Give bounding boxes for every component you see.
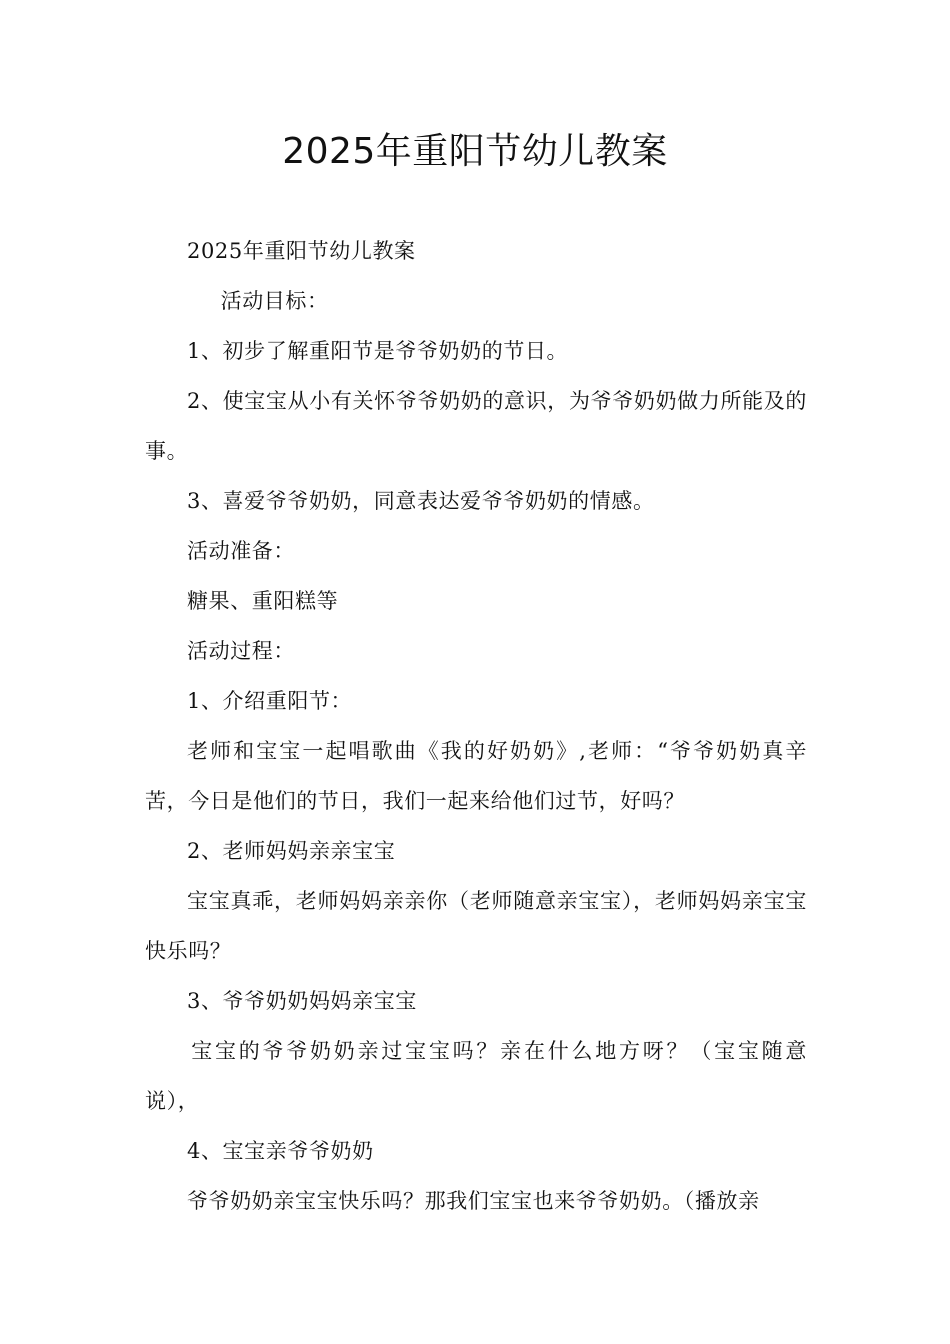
paragraph-goal-2: 2、使宝宝从小有关怀爷爷奶奶的意识，为爷爷奶奶做力所能及的事。 — [145, 389, 807, 463]
paragraph-preparation-items: 糖果、重阳糕等 — [187, 589, 339, 613]
paragraph-goals-heading: 活动目标： — [220, 289, 329, 313]
paragraph-step-3-body: 宝宝的爷爷奶奶亲过宝宝吗？亲在什么地方呀？（宝宝随意说）， — [145, 1039, 807, 1113]
paragraph-step-1-heading: 1、介绍重阳节： — [187, 689, 353, 713]
paragraph-process-heading: 活动过程： — [187, 639, 295, 663]
paragraph-step-2-heading: 2、老师妈妈亲亲宝宝 — [187, 839, 396, 863]
paragraph-preparation-heading: 活动准备： — [187, 539, 295, 563]
paragraph-step-3-heading: 3、爷爷奶奶妈妈亲宝宝 — [187, 989, 417, 1013]
document-body — [145, 226, 807, 1226]
paragraph-goal-1: 1、初步了解重阳节是爷爷奶奶的节日。 — [187, 339, 569, 363]
paragraph-goal-3: 3、喜爱爷爷奶奶，同意表达爱爷爷奶奶的情感。 — [187, 489, 655, 513]
paragraph-step-4-body: 爷爷奶奶亲宝宝快乐吗？那我们宝宝也来爷爷奶奶。（播放亲 — [187, 1189, 760, 1213]
document-title: 2025年重阳节幼儿教案 — [282, 131, 668, 172]
paragraph-step-2-body: 宝宝真乖，老师妈妈亲亲你（老师随意亲宝宝），老师妈妈亲宝宝快乐吗？ — [145, 889, 807, 963]
paragraph-step-1-body: 老师和宝宝一起唱歌曲《我的好奶奶》,老师：“爷爷奶奶真辛苦，今日是他们的节日，我们一起来给他们过节，好吗？ — [145, 739, 807, 813]
paragraph-subtitle: 2025年重阳节幼儿教案 — [187, 239, 416, 263]
paragraph-step-4-heading: 4、宝宝亲爷爷奶奶 — [187, 1139, 374, 1163]
